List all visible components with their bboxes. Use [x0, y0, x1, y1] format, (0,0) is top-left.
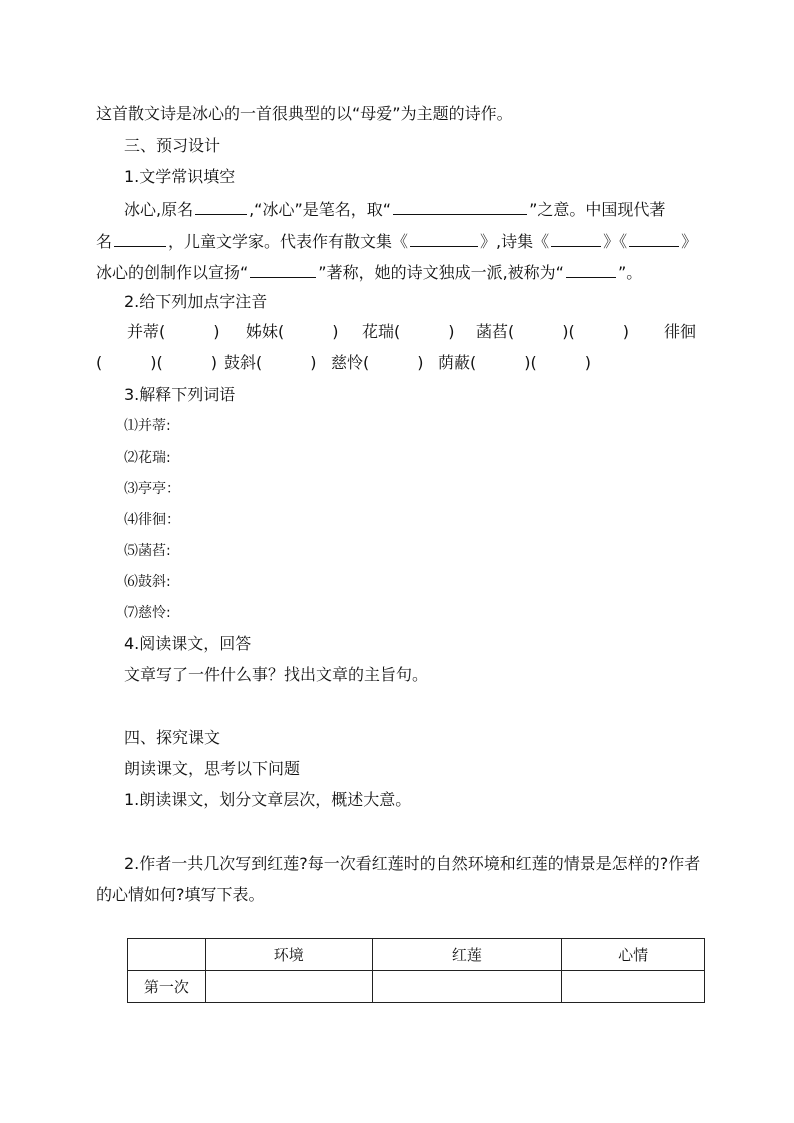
explore-instruction: 朗读课文，思考以下问题 [124, 759, 301, 778]
pinyin-item: 花瑞( ) [362, 322, 455, 341]
question-3-heading: 3.解释下列词语 [124, 385, 236, 404]
term-item: ⑹鼓斜: [124, 574, 171, 590]
question-2-heading: 2.给下列加点字注音 [124, 292, 268, 311]
table-header-cell: 环境 [205, 939, 372, 971]
fill-text: 冰心,原名 [124, 200, 194, 219]
explore-question-2-line-1: 2.作者一共几次写到红莲?每一次看红莲时的自然环境和红莲的情景是怎样的?作者 [124, 854, 701, 873]
answer-blank[interactable] [629, 230, 679, 247]
fill-text: 名 [96, 232, 113, 251]
pinyin-item: 荫蔽( )( ) [438, 353, 591, 372]
fill-text: ,“冰心”是笔名，取“ [249, 200, 392, 219]
intro-paragraph: 这首散文诗是冰心的一首很典型的以“母爱”为主题的诗作。 [96, 104, 513, 123]
table-header-cell [128, 939, 206, 971]
question-4-text: 文章写了一件什么事？找出文章的主旨句。 [124, 665, 429, 684]
answer-blank[interactable] [410, 230, 478, 247]
fill-line-1 [124, 198, 665, 220]
explore-question-1: 1.朗读课文，划分文章层次，概述大意。 [124, 790, 412, 809]
table-cell[interactable] [372, 971, 562, 1003]
term-item: ⑸菡萏: [124, 543, 171, 559]
section-heading-preview: 三、预习设计 [124, 136, 221, 155]
pinyin-item: ( )( ) [96, 353, 217, 372]
pinyin-item: 姊妹( ) [246, 322, 339, 341]
answer-blank[interactable] [195, 198, 247, 215]
answer-blank[interactable] [114, 230, 166, 247]
question-4-heading: 4.阅读课文，回答 [124, 634, 252, 653]
term-item: ⑴并蒂: [124, 418, 171, 434]
term-item: ⑵花瑞: [124, 450, 171, 466]
table-header-cell: 红莲 [372, 939, 562, 971]
fill-line-3 [96, 261, 642, 283]
lotus-table [127, 938, 705, 1003]
fill-text: ”之意。中国现代著 [529, 200, 666, 219]
fill-text: ”著称，她的诗文独成一派,被称为“ [318, 263, 564, 282]
explore-question-2-line-2: 的心情如何?填写下表。 [96, 885, 265, 904]
answer-blank[interactable] [551, 230, 601, 247]
answer-blank[interactable] [250, 261, 316, 278]
table-header-row [128, 939, 705, 971]
fill-text: 》 [681, 232, 698, 251]
table-row [128, 971, 705, 1003]
pinyin-item: 慈怜( ) [331, 353, 424, 372]
pinyin-item: 并蒂( ) [127, 322, 220, 341]
fill-text: ”。 [617, 263, 643, 282]
pinyin-item: 徘徊 [664, 322, 697, 341]
table-row-label: 第一次 [128, 971, 206, 1003]
table-cell[interactable] [562, 971, 705, 1003]
term-item: ⑶亭亭： [124, 481, 180, 497]
fill-text: 》,诗集《 [480, 232, 550, 251]
pinyin-item: 鼓斜( ) [224, 353, 317, 372]
term-item: ⑷徘徊： [124, 512, 180, 528]
table-header-cell: 心情 [562, 939, 705, 971]
question-1-heading: 1.文学常识填空 [124, 167, 236, 186]
pinyin-item: 菡萏( )( ) [476, 322, 629, 341]
fill-text: 冰心的创制作以宣扬“ [96, 263, 249, 282]
section-heading-explore: 四、探究课文 [124, 728, 221, 747]
term-item: ⑺慈怜: [124, 605, 171, 621]
fill-text: 》《 [603, 232, 628, 251]
answer-blank[interactable] [566, 261, 616, 278]
fill-text: ，儿童文学家。代表作有散文集《 [168, 232, 409, 251]
table-cell[interactable] [205, 971, 372, 1003]
answer-blank[interactable] [393, 198, 527, 215]
fill-line-2 [96, 230, 697, 252]
